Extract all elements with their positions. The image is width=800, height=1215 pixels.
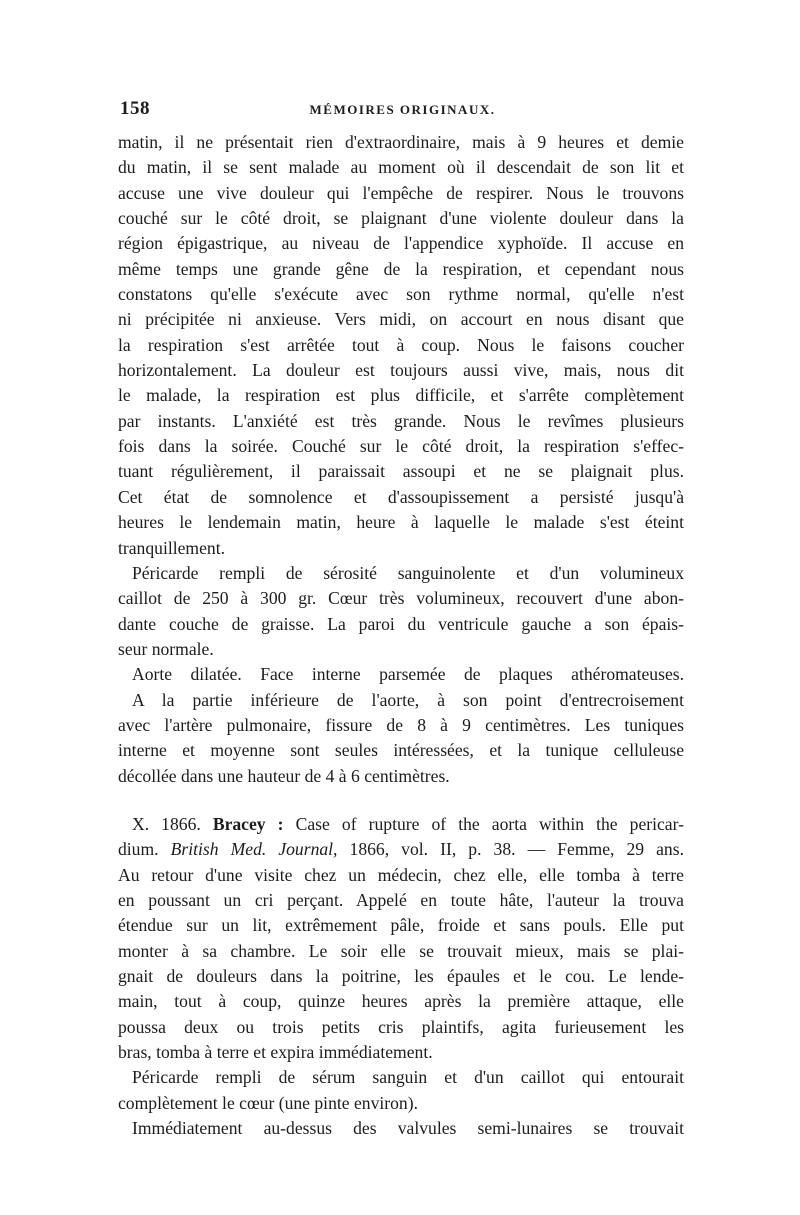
section-gap — [118, 789, 684, 812]
text-line: ni précipitée ni anxieuse. Vers midi, on accourt en nous disant que — [118, 309, 684, 330]
text-line: accuse une vive douleur qui l'empêche de respirer. Nous le trouvons — [118, 182, 684, 203]
journal-name: British Med. Journal, — [170, 839, 338, 860]
text-line: caillot de 250 à 300 gr. Cœur très volumineux, recouvert d'une abon- — [118, 588, 684, 609]
case-citation: 1866, vol. II, p. 38. — Femme, 29 ans. — [349, 839, 684, 860]
text-line: interne et moyenne sont seules intéressées, et la tunique celluleuse — [118, 740, 684, 761]
text-line: complètement le cœur (une pinte environ). — [118, 1092, 418, 1113]
text-line: fois dans la soirée. Couché sur le côté droit, la respiration s'effec- — [118, 436, 684, 457]
text-line: bras, tomba à terre et expira immédiatement. — [118, 1042, 433, 1063]
text-line: A la partie inférieure de l'aorte, à son point d'entrecroisement — [132, 689, 684, 710]
page-number: 158 — [120, 98, 150, 119]
text-line: étendue sur un lit, extrêmement pâle, froide et sans pouls. Elle put — [118, 915, 684, 936]
text-line: Au retour d'une visite chez un médecin, chez elle, elle tomba à terre — [118, 864, 684, 885]
running-title: MÉMOIRES ORIGINAUX. — [309, 102, 496, 117]
text-line: dante couche de graisse. La paroi du ventricule gauche a son épais- — [118, 613, 684, 634]
text-line: monter à sa chambre. Le soir elle se trouvait mieux, mais se plai- — [118, 940, 684, 961]
case-title: Case of rupture of the aorta within the pericar- — [295, 813, 684, 834]
text-line: horizontalement. La douleur est toujours aussi vive, mais, nous dit — [118, 360, 684, 381]
paragraph-pericardium-serum — [118, 1065, 684, 1116]
text-line: heures le lendemain matin, heure à laquelle le malade s'est éteint — [118, 512, 684, 533]
text-line: gnait de douleurs dans la poitrine, les épaules et le cou. Le lende- — [118, 966, 684, 986]
text-line: du matin, il se sent malade au moment où il descendait de son lit et — [118, 157, 684, 178]
text-line: en poussant un cri perçant. Appelé en toute hâte, l'auteur la trouva — [118, 889, 684, 910]
text-line: constatons qu'elle s'exécute avec son rythme normal, qu'elle n'est — [118, 284, 684, 305]
text-line: tranquillement. — [118, 537, 225, 558]
page-header — [120, 98, 685, 128]
text-line: Aorte dilatée. Face interne parsemée de plaques athéromateuses. — [132, 664, 684, 685]
text-line: même temps une grande gêne de la respiration, et cependant nous — [118, 258, 684, 279]
case-author: Bracey : — [212, 813, 284, 834]
text-line: Péricarde rempli de sérum sanguin et d'un caillot qui entourait — [132, 1067, 684, 1088]
case-number: X. 1866. — [132, 813, 201, 834]
text-line: décollée dans une hauteur de 4 à 6 centimètres. — [118, 765, 450, 786]
case-citation-line — [118, 837, 684, 862]
text-line: le malade, la respiration est plus difficile, et s'arrête complètement — [118, 385, 684, 406]
text-line: matin, il ne présentait rien d'extraordinaire, mais à 9 heures et demie — [118, 132, 684, 152]
text-line: région épigastrique, au niveau de l'appendice xyphoïde. Il accuse en — [118, 233, 684, 254]
text-line: Péricarde rempli de sérosité sanguinolente et d'un volumineux — [132, 562, 684, 583]
text-line: par instants. L'anxiété est très grande. Nous le revîmes plusieurs — [118, 410, 684, 431]
case-entry — [118, 812, 684, 1065]
case-heading-line — [118, 812, 684, 837]
text-line: poussa deux ou trois petits cris plaintifs, agita furieusement les — [118, 1016, 684, 1037]
text-line: seur normale. — [118, 638, 214, 659]
text-line: la respiration s'est arrêtée tout à coup. Nous le faisons coucher — [118, 334, 684, 355]
paragraph-fissure — [118, 688, 684, 789]
paragraph-case-description — [118, 130, 684, 561]
case-title-end: dium. — [118, 839, 159, 860]
text-line: Cet état de somnolence et d'assoupissement a persisté jusqu'à — [118, 486, 684, 507]
text-line: Immédiatement au-dessus des valvules semi-lunaires se trouvait — [132, 1118, 684, 1139]
text-line: main, tout à coup, quinze heures après la première attaque, elle — [118, 991, 684, 1012]
paragraph-pericardium — [118, 561, 684, 662]
text-line: avec l'artère pulmonaire, fissure de 8 à 9 centimètres. Les tuniques — [118, 714, 684, 735]
paragraph-aorta — [118, 662, 684, 687]
paragraph-valves — [118, 1116, 684, 1141]
body-text — [118, 130, 684, 1141]
text-line: tuant régulièrement, il paraissait assoupi et ne se plaignait plus. — [118, 461, 684, 482]
text-line: couché sur le côté droit, se plaignant d'une violente douleur dans la — [118, 208, 684, 229]
